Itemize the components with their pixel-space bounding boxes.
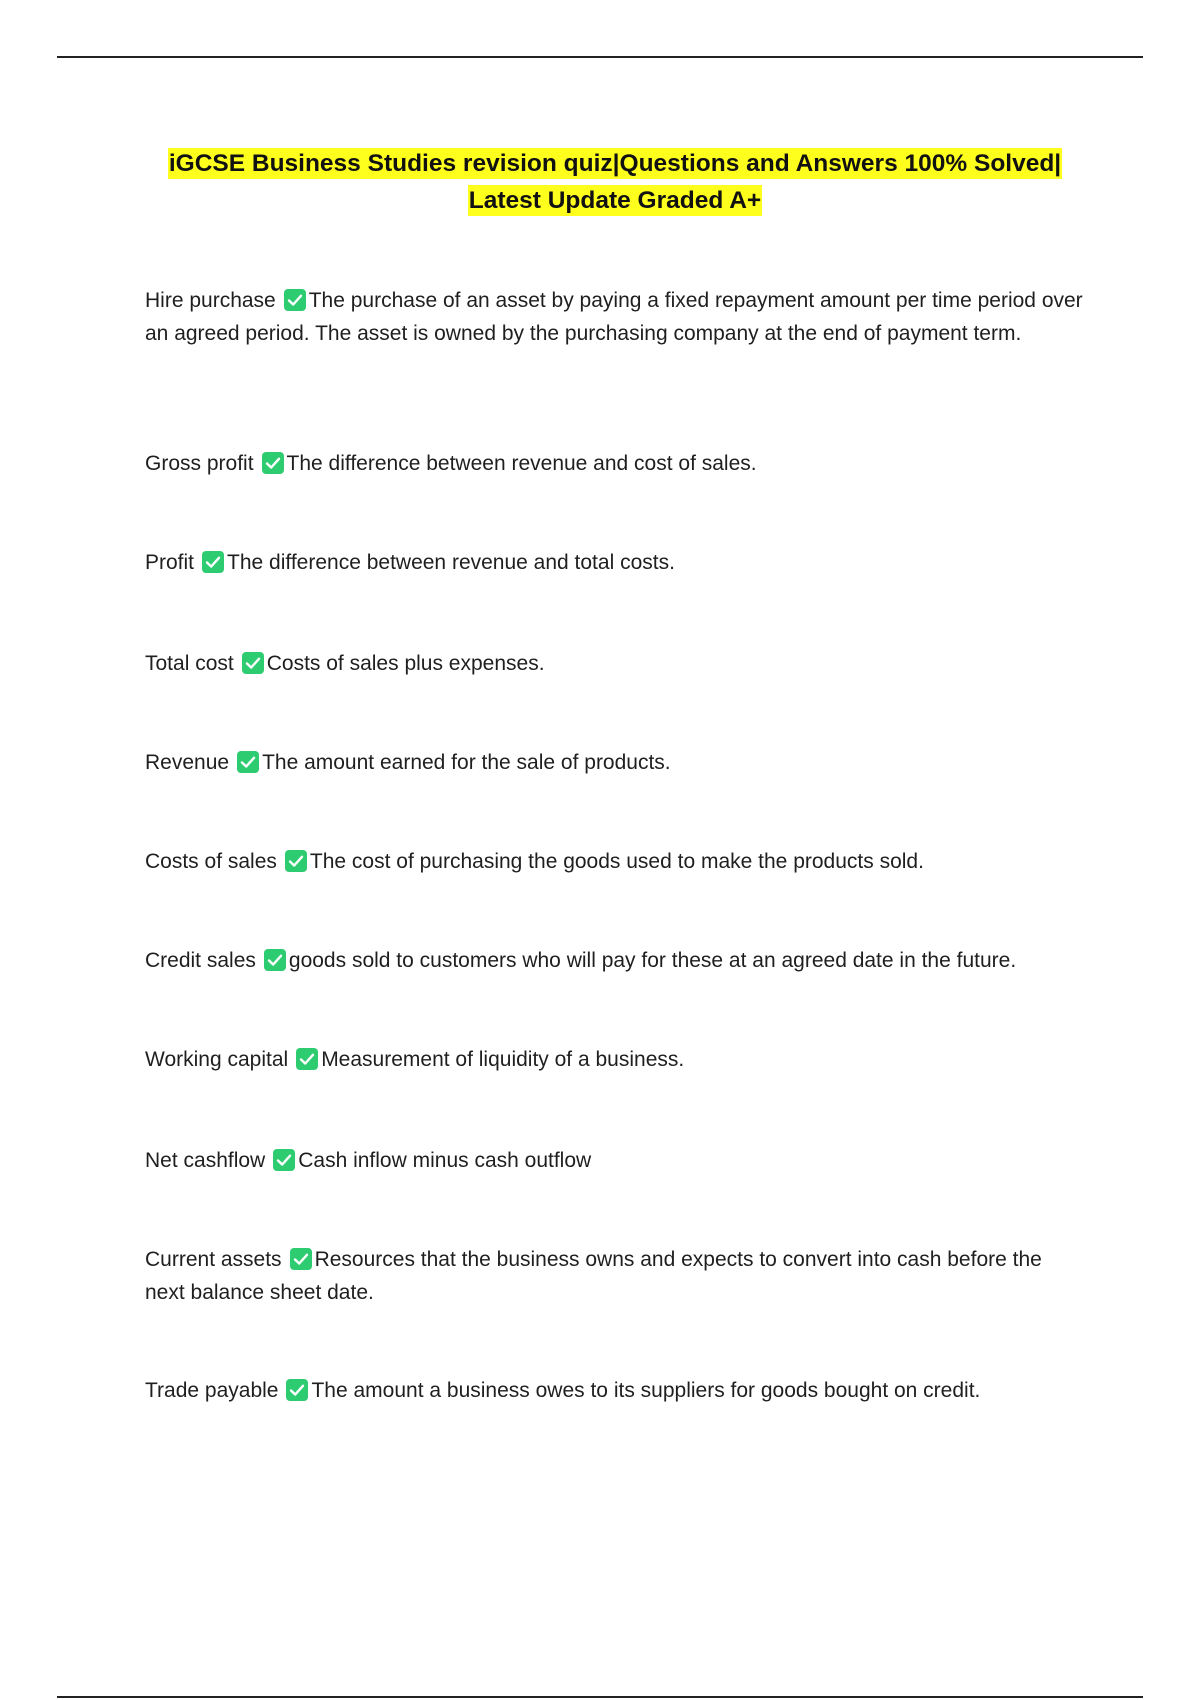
definition: The difference between revenue and cost of sales. — [286, 452, 757, 475]
definition: The difference between revenue and total costs. — [227, 551, 675, 574]
list-item — [145, 1044, 1085, 1077]
definition: The amount a business owes to its suppliers for goods bought on credit. — [311, 1379, 981, 1402]
list-item — [145, 547, 1085, 580]
definition: Resources that the business owns and expects to convert into cash before the next balance sheet date. — [145, 1248, 1042, 1304]
list-item — [145, 1375, 1085, 1408]
list-item — [145, 1244, 1085, 1309]
term: Trade payable — [145, 1379, 279, 1402]
check-icon — [237, 751, 259, 773]
term: Profit — [145, 551, 195, 574]
bottom-rule — [57, 1696, 1143, 1698]
list-item — [145, 747, 1085, 780]
title-line-2: Latest Update Graded A+ — [468, 187, 762, 214]
check-icon — [285, 850, 307, 872]
list-item — [145, 1145, 1085, 1178]
definition: goods sold to customers who will pay for these at an agreed date in the future. — [288, 949, 1017, 972]
check-icon — [286, 1379, 308, 1401]
check-icon — [273, 1149, 295, 1171]
list-item — [145, 648, 1085, 681]
check-icon — [290, 1248, 312, 1270]
definition: Costs of sales plus expenses. — [266, 652, 545, 675]
term: Credit sales — [145, 949, 256, 972]
top-rule — [57, 56, 1143, 58]
definition: The purchase of an asset by paying a fixed repayment amount per time period over an agreed period. The asset is owned by the purchasing company at the end of payment term. — [145, 289, 1083, 345]
definition: The cost of purchasing the goods used to make the products sold. — [309, 850, 924, 873]
check-icon — [262, 452, 284, 474]
definition: Cash inflow minus cash outflow — [298, 1149, 592, 1172]
term: Costs of sales — [145, 850, 277, 873]
term: Total cost — [145, 652, 234, 675]
list-item — [145, 846, 1085, 879]
check-icon — [202, 551, 224, 573]
check-icon — [264, 949, 286, 971]
term: Hire purchase — [145, 289, 276, 312]
document-title — [130, 145, 1100, 219]
check-icon — [296, 1048, 318, 1070]
check-icon — [242, 652, 264, 674]
list-item — [145, 285, 1085, 350]
term: Gross profit — [145, 452, 254, 475]
term: Working capital — [145, 1048, 289, 1071]
term: Revenue — [145, 751, 230, 774]
check-icon — [284, 289, 306, 311]
term: Current assets — [145, 1248, 282, 1271]
term: Net cashflow — [145, 1149, 266, 1172]
list-item — [145, 945, 1085, 978]
definition: Measurement of liquidity of a business. — [321, 1048, 685, 1071]
list-item — [145, 448, 1085, 481]
title-line-1: iGCSE Business Studies revision quiz|Questions and Answers 100% Solved| — [168, 150, 1062, 177]
definition: The amount earned for the sale of products. — [262, 751, 671, 774]
